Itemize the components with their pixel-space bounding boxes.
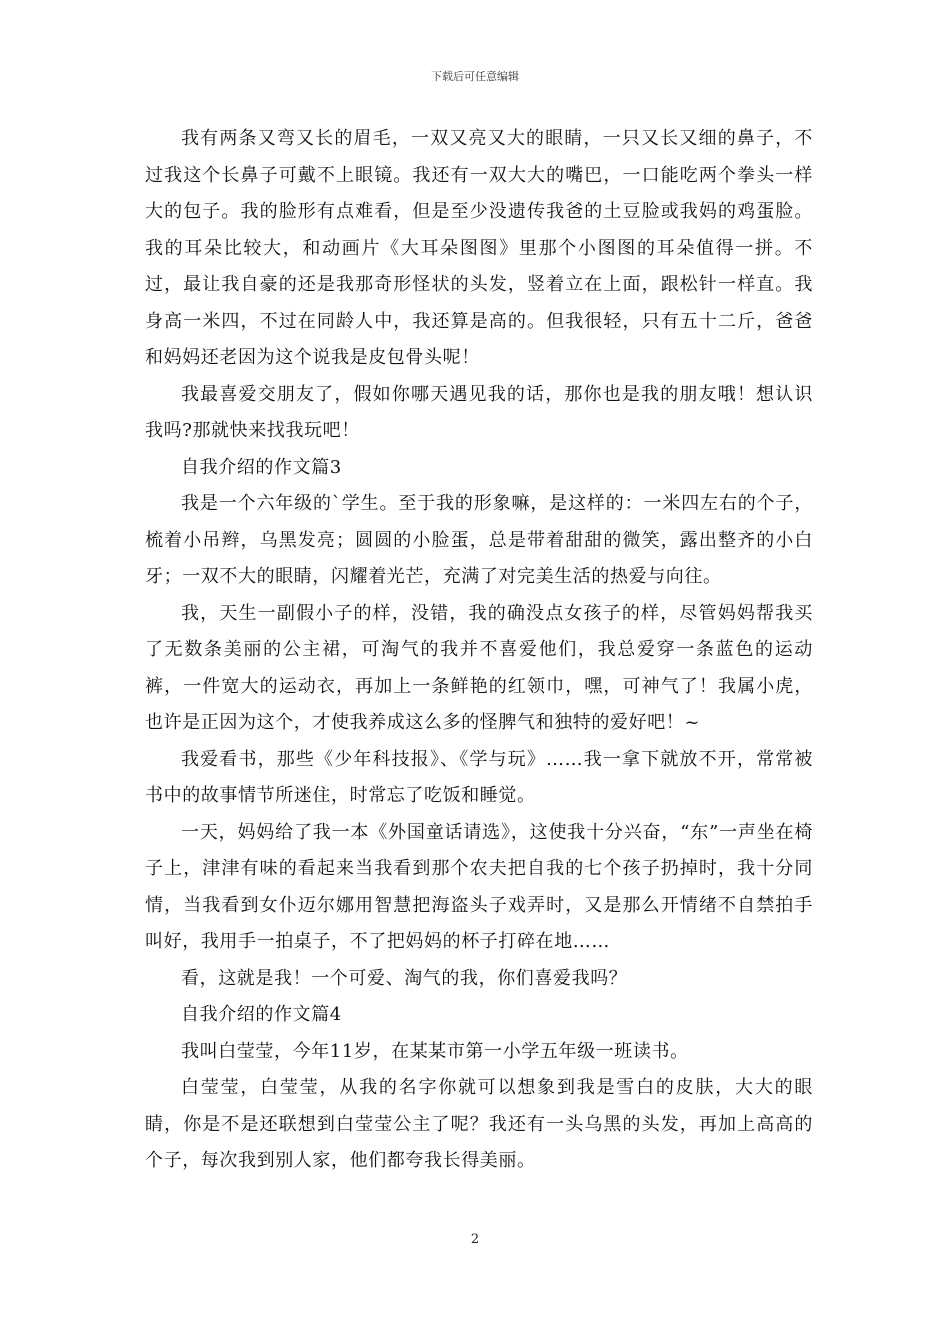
paragraph: 我有两条又弯又长的眉毛，一双又亮又大的眼睛，一只又长又细的鼻子，不过我这个长鼻子可戴不上眼镜。我还有一双大大的嘴巴，一口能吃两个拳头一样大的包子。我的脸形有点难看，但是至少没遗传我爸的土豆脸或我妈的鸡蛋脸。我的耳朵比较大，和动画片《大耳朵图图》里那个小图图的耳朵值得一拼。不过，最让我自豪的还是我那奇形怪状的头发，竖着立在上面，跟松针一样直。我身高一米四，不过在同龄人中，我还算是高的。但我很轻，只有五十二斤，爸爸和妈妈还老因为这个说我是皮包骨头呢！ [145,128,813,368]
paragraph: 一天，妈妈给了我一本《外国童话请选》，这使我十分兴奋，“东”一声坐在椅子上，津津有味的看起来当我看到那个农夫把自我的七个孩子扔掉时，我十分同情，当我看到女仆迈尔娜用智慧把海盗头子戏弄时，又是那么开情绪不自禁拍手叫好，我用手一拍桌子，不了把妈妈的杯子打碎在地…… [145,821,813,952]
section-heading: 自我介绍的作文篇4 [181,1004,342,1025]
paragraph: 我叫白莹莹，今年11岁，在某某市第一小学五年级一班读书。 [181,1040,689,1062]
page-number: 2 [470,1232,480,1247]
paragraph: 我，天生一副假小子的样，没错，我的确没点女孩子的样，尽管妈妈帮我买了无数条美丽的公主裙，可淘气的我并不喜爱他们，我总爱穿一条蓝色的运动裤，一件宽大的运动衣，再加上一条鲜艳的红领巾，嘿，可神气了！我属小虎，也许是正因为这个，才使我养成这么多的怪脾气和独特的爱好吧！~ [145,602,813,733]
document-body [145,121,813,1180]
paragraph: 白莹莹，白莹莹，从我的名字你就可以想象到我是雪白的皮肤，大大的眼睛，你是不是还联想到白莹莹公主了呢？我还有一头乌黑的头发，再加上高高的个子，每次我到别人家，他们都夸我长得美丽。 [145,1077,813,1171]
paragraph: 看，这就是我！一个可爱、淘气的我，你们喜爱我吗？ [181,967,628,989]
paragraph: 我最喜爱交朋友了，假如你哪天遇见我的话，那你也是我的朋友哦！想认识我吗?那就快来找我玩吧！ [145,383,813,441]
paragraph: 我爱看书，那些《少年科技报》、《学与玩》……我一拿下就放不开，常常被书中的故事情节所迷住，时常忘了吃饭和睡觉。 [145,748,813,806]
paragraph: 我是一个六年级的`学生。至于我的形象嘛，是这样的：一米四左右的个子，梳着小吊辫，乌黑发亮；圆圆的小脸蛋，总是带着甜甜的微笑，露出整齐的小白牙；一双不大的眼睛，闪耀着光芒，充满了对完美生活的热爱与向往。 [145,493,813,587]
page-header: 下载后可任意编辑 [431,70,519,83]
section-heading: 自我介绍的作文篇3 [181,456,342,478]
